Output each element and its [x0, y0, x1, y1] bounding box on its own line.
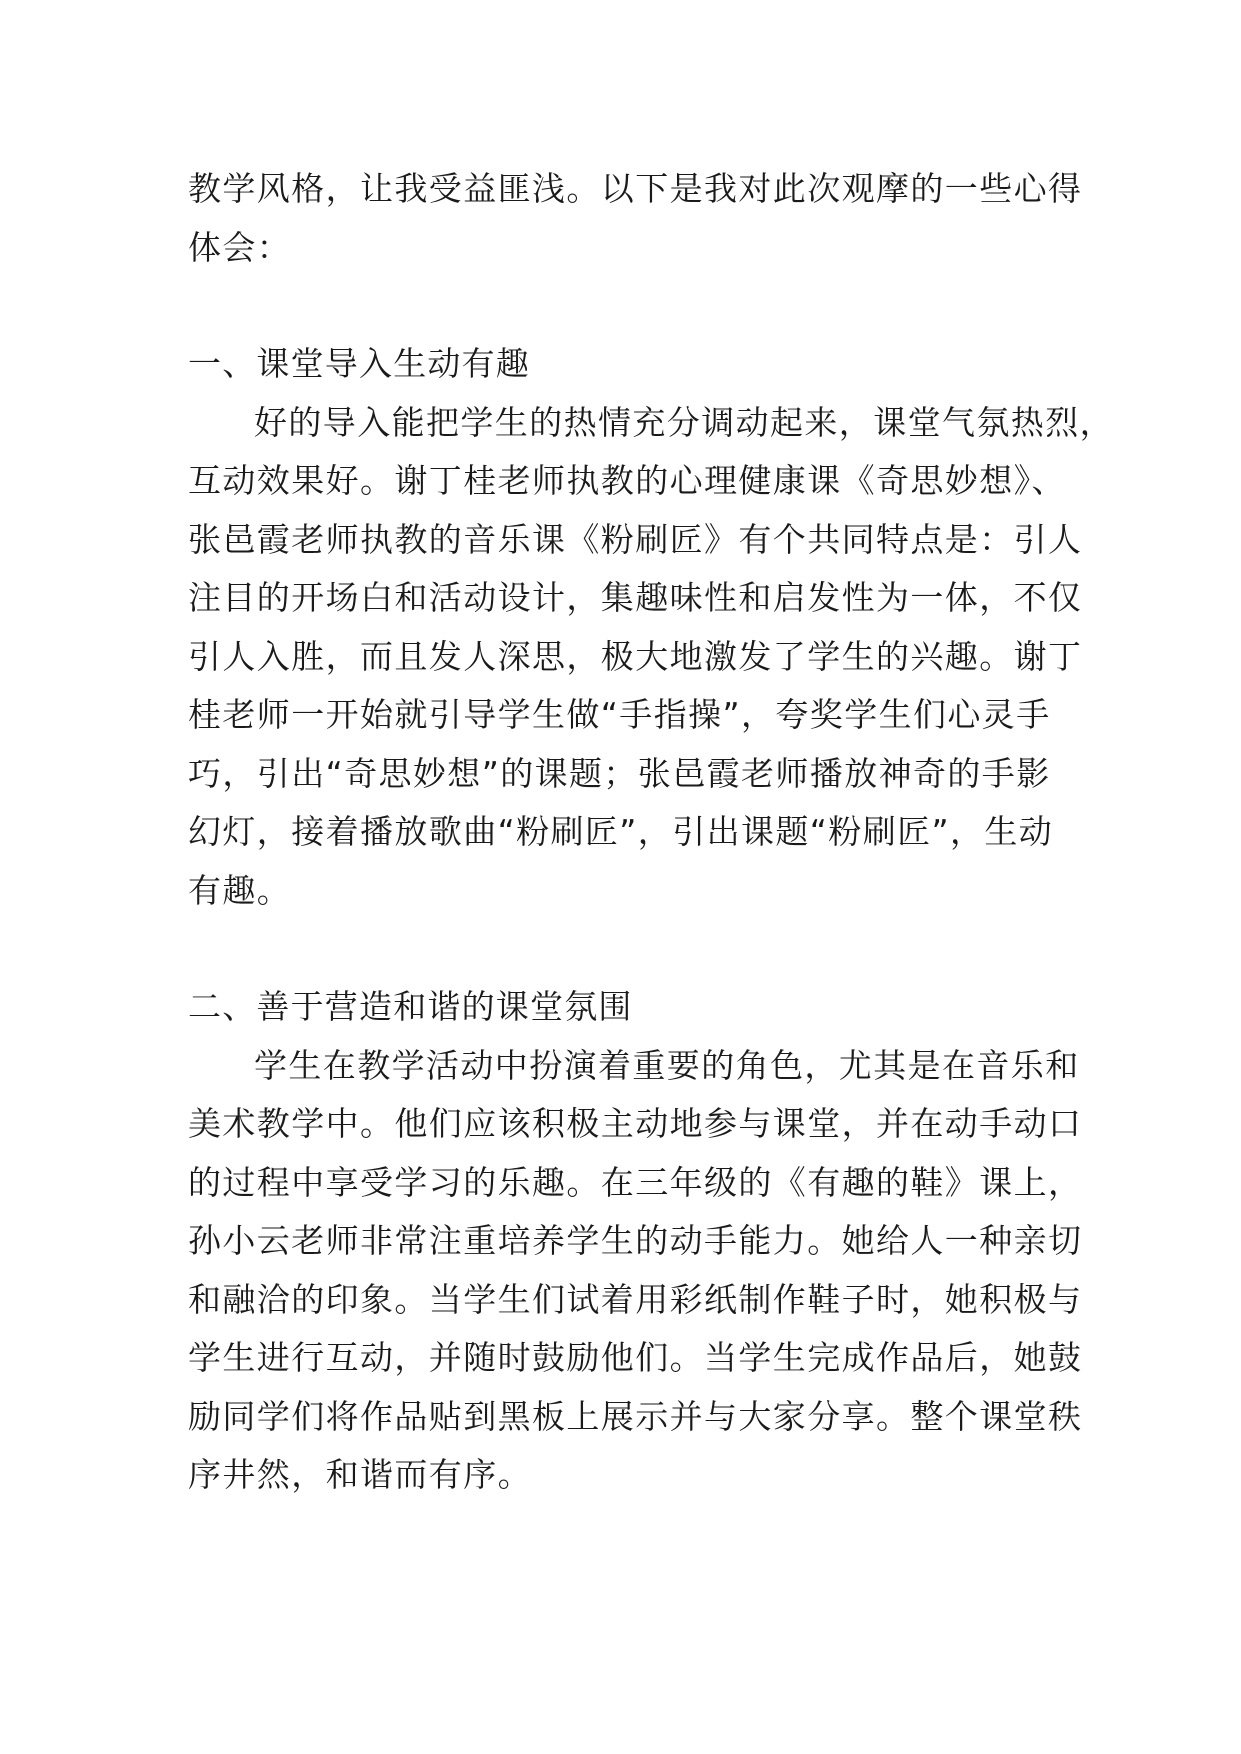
paragraph-line: 张邑霞老师执教的音乐课《粉刷匠》有个共同特点是：引人 [188, 519, 1083, 559]
paragraph-line: 体会： [188, 227, 292, 267]
paragraph-line: 注目的开场白和活动设计，集趣味性和启发性为一体，不仅 [188, 578, 1083, 617]
paragraph-line: 序井然，和谐而有序。 [188, 1455, 532, 1494]
paragraph-line: 有趣。 [188, 870, 292, 910]
paragraph-line: 好的导入能把学生的热情充分调动起来，课堂气氛热烈， [254, 402, 1114, 442]
document-body [188, 160, 1114, 1505]
paragraph-line: 孙小云老师非常注重培养学生的动手能力。她给人一种亲切 [188, 1221, 1083, 1260]
paragraph-line: 和融洽的印象。当学生们试着用彩纸制作鞋子时，她积极与 [188, 1279, 1083, 1319]
paragraph-line: 美术教学中。他们应该积极主动地参与课堂，并在动手动口 [188, 1104, 1083, 1143]
paragraph-line: 引人入胜，而且发人深思，极大地激发了学生的兴趣。谢丁 [188, 636, 1083, 676]
paragraph-spacer [188, 920, 1068, 978]
section-heading: 二、善于营造和谐的课堂氛围 [188, 987, 633, 1026]
paragraph-line: 互动效果好。谢丁桂老师执教的心理健康课《奇思妙想》、 [188, 461, 1066, 500]
paragraph-line: 教学风格，让我受益匪浅。以下是我对此次观摩的一些心得 [188, 169, 1083, 208]
paragraph-line: 励同学们将作品贴到黑板上展示并与大家分享。整个课堂秩 [188, 1396, 1083, 1436]
paragraph-line: 桂老师一开始就引导学生做“手指操”，夸奖学生们心灵手 [188, 695, 1051, 734]
paragraph-spacer [188, 277, 1068, 335]
paragraph-line: 巧，引出“奇思妙想”的课题；张邑霞老师播放神奇的手影 [188, 753, 1051, 793]
paragraph-line: 的过程中享受学习的乐趣。在三年级的《有趣的鞋》课上， [188, 1162, 1083, 1202]
paragraph-line: 幻灯，接着播放歌曲“粉刷匠”，引出课题“粉刷匠”，生动 [188, 812, 1054, 851]
section-heading: 一、课堂导入生动有趣 [188, 344, 530, 383]
section-one [188, 335, 1114, 920]
intro-paragraph [188, 160, 1083, 277]
paragraph-line: 学生在教学活动中扮演着重要的角色，尤其是在音乐和 [254, 1045, 1080, 1085]
section-two [188, 978, 1083, 1505]
paragraph-line: 学生进行互动，并随时鼓励他们。当学生完成作品后，她鼓 [188, 1338, 1083, 1377]
